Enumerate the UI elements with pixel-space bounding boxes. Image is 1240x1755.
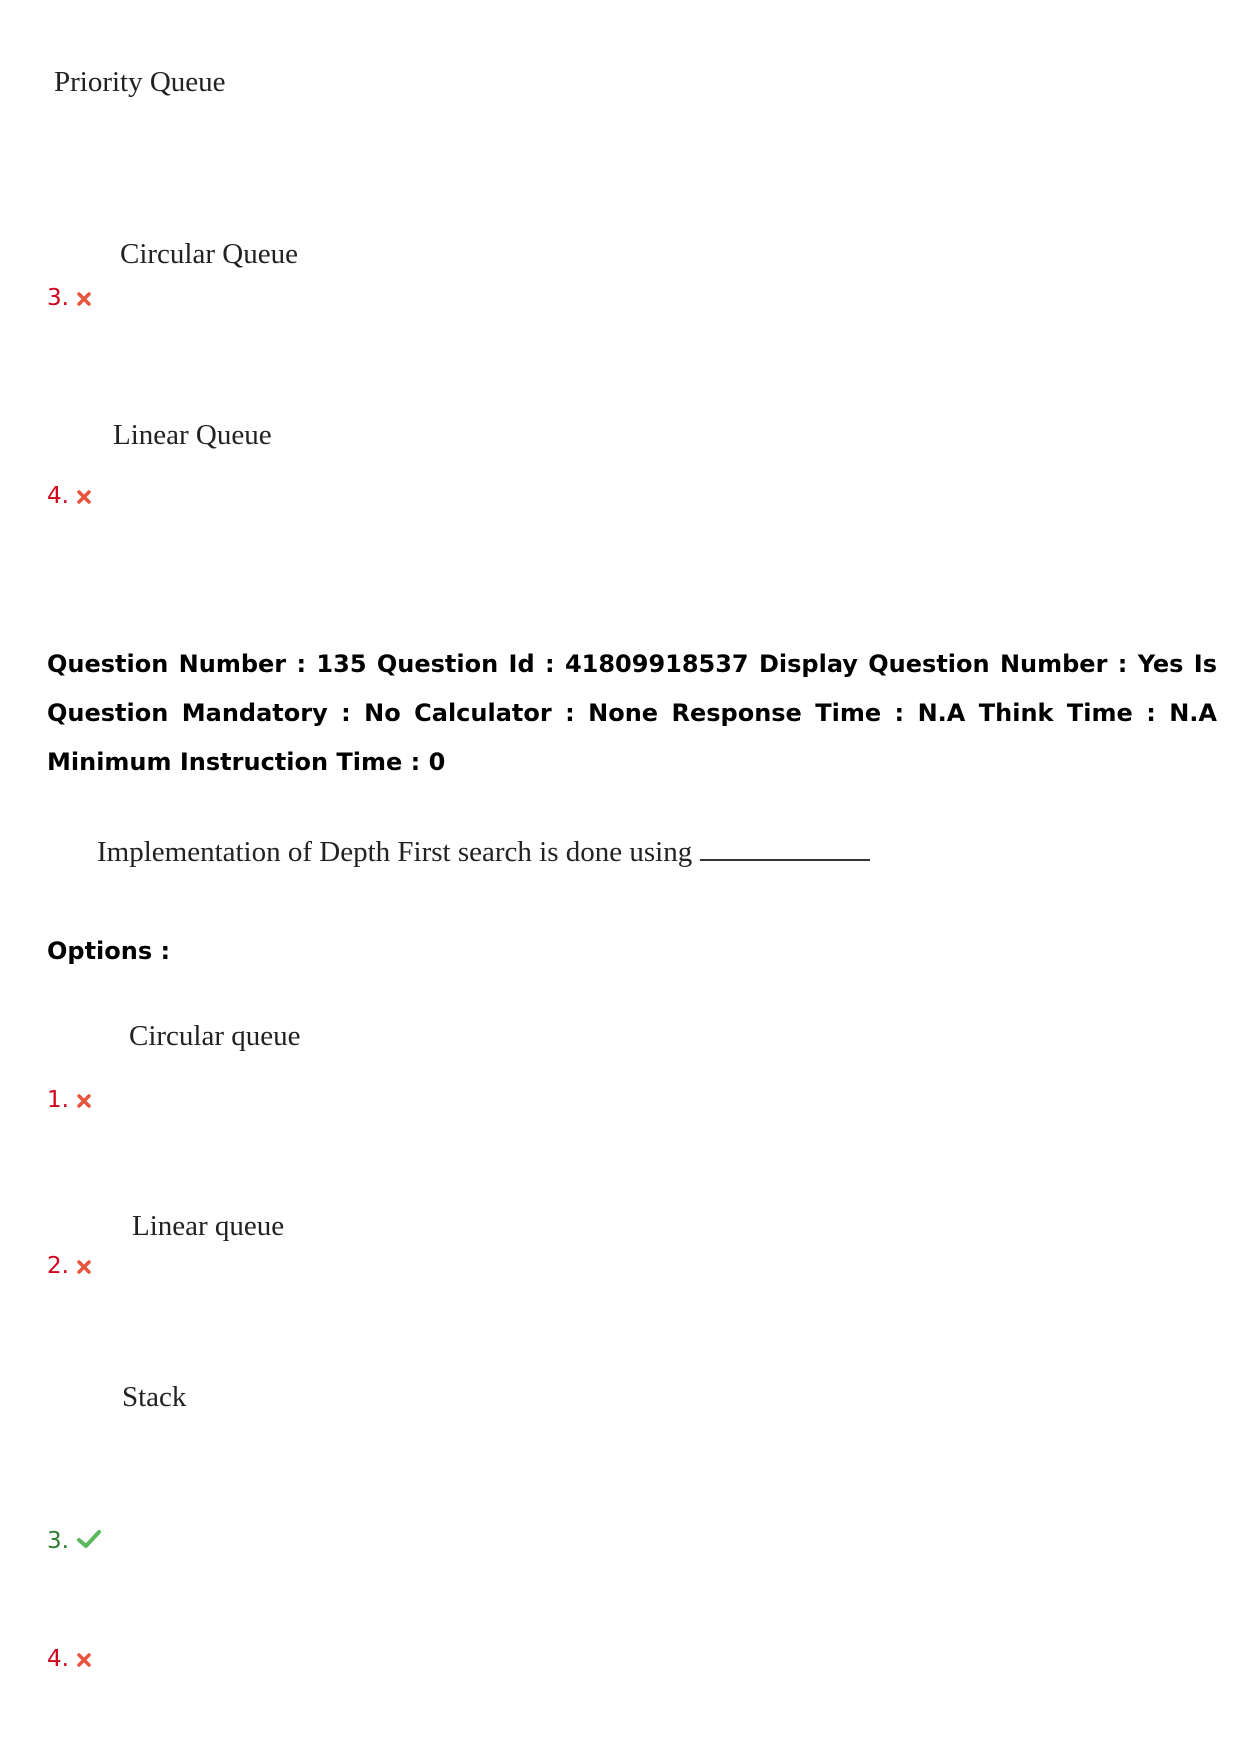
- cross-icon: [77, 1647, 91, 1673]
- question-text-content: Implementation of Depth First search is done using: [97, 836, 693, 868]
- option-text-stack: Stack: [122, 1381, 187, 1413]
- prev-option-4: [47, 483, 91, 510]
- option-number: 3.: [47, 285, 69, 311]
- cross-icon: [77, 1254, 91, 1280]
- prev-option-text-circular-queue: Circular Queue: [120, 238, 298, 270]
- options-label: Options :: [47, 937, 171, 965]
- option-number: 4.: [47, 1646, 69, 1672]
- prev-option-text-priority-queue: Priority Queue: [54, 66, 226, 98]
- question-text: [97, 836, 870, 869]
- cross-icon: [77, 484, 91, 510]
- option-2: [47, 1253, 91, 1280]
- prev-option-3: [47, 285, 91, 312]
- option-number: 1.: [47, 1087, 69, 1113]
- option-text-linear-queue: Linear queue: [132, 1210, 285, 1242]
- prev-option-text-linear-queue: Linear Queue: [113, 419, 272, 451]
- question-meta: Question Number : 135 Question Id : 41809918537 Display Question Number : Yes Is Question Mandatory : No Calculator : None Response Time : N.A Think Time : N.A Minimum Instruction Time : 0: [47, 650, 1217, 776]
- option-number: 2.: [47, 1253, 69, 1279]
- option-3: [47, 1528, 101, 1555]
- option-number: 3.: [47, 1528, 69, 1554]
- option-text-circular-queue: Circular queue: [129, 1020, 301, 1052]
- check-icon: [77, 1529, 101, 1555]
- cross-icon: [77, 1088, 91, 1114]
- answer-blank: [700, 859, 870, 861]
- option-number: 4.: [47, 483, 69, 509]
- option-1: [47, 1087, 91, 1114]
- option-4: [47, 1646, 91, 1673]
- cross-icon: [77, 286, 91, 312]
